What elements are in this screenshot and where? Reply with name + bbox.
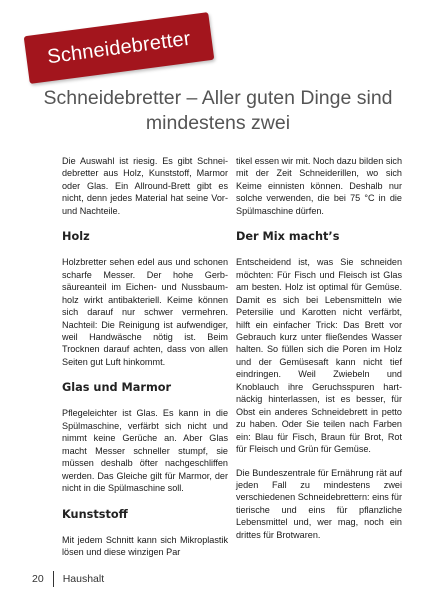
page-footer bbox=[32, 571, 104, 587]
footer-section: Haushalt bbox=[62, 573, 105, 585]
right-column bbox=[236, 155, 402, 541]
heading-kunststoff: Kunststoff bbox=[62, 507, 128, 521]
section-banner-label: Schneidebretter bbox=[46, 27, 192, 68]
left-column bbox=[62, 155, 228, 558]
paragraph-kunststoff-continued: tikel essen wir mit. Noch dazu bilden sich mit der Zeit Schneiderillen, wo sich Keime einnisten können. Deshalb nur solche verwenden, die bei 75 °C in die Spülmaschine dürfen. bbox=[236, 156, 402, 216]
footer-divider bbox=[53, 571, 54, 587]
paragraph-bundeszentrale: Die Bundeszentrale für Ernährung rät auf jeden Fall zu mindestens zwei verschiedenen Schneidebrettern: eins für tierische und eins für pflanzliche Lebensmittel und, wer mag, noch ein drittes für Brotwaren. bbox=[236, 467, 402, 540]
heading-glas-marmor: Glas und Marmor bbox=[62, 381, 172, 395]
article-title: Schneidebretter – Aller guten Dinge sind mindestens zwei bbox=[43, 87, 393, 134]
heading-holz: Holz bbox=[62, 230, 90, 244]
paragraph-mix: Entscheidend ist, was Sie schneiden möchten: Für Fisch und Fleisch ist Glas am besten. Holz ist optimal für Gemüse. Damit es sich bei Lebensmitteln wie Petersilie und Karotten nicht verfärbt, hilft ein einfacher Trick: Das Brett vor Gebrauch kurz unter fließendes Wasser halten. So füllen sich die Poren im Holz und der Gemüsesaft kann nicht tief eindringen. Weil Zwiebeln und Knoblauch ihre Geruchsspuren hartnäckig hinterlassen, ist es besser, für Obst ein anderes Schneidebrett in petto zu haben. Oder Sie teilen nach Farben ein: Blau für Fisch, Braun für Brot, Rot für Fleisch und Grün für Gemüse. bbox=[236, 257, 402, 455]
paragraph-holz: Holzbretter sehen edel aus und schonen scharfe Messer. Der hohe Gerbsäureanteil im Eichen- und Nussbaumholz wirkt antibakteriell. Keime können sich darauf nur schwer vermehren. Nachteil: Die Reinigung ist aufwendiger, weil Handwäsche nötig ist. Beim Trocknen darauf achten, dass von allen Seiten gut Luft hinkommt. bbox=[62, 257, 228, 367]
heading-mix: Der Mix macht’s bbox=[236, 230, 340, 244]
intro-paragraph: Die Auswahl ist riesig. Es gibt Schneidebretter aus Holz, Kunststoff, Marmor oder Glas. Ein Allround-Brett gibt es nicht, denn jedes Material hat seine Vor- und Nachteile. bbox=[62, 156, 228, 216]
paragraph-glas-marmor: Pflegeleichter ist Glas. Es kann in die Spülmaschine, verfärbt sich nicht und nimmt keine Gerüche an. Aber Glas macht Messer schneller stumpf, sie müssen deshalb öfter nachgeschliffen werden. Das Gleiche gilt für Marmor, der nicht in die Spülmaschine soll. bbox=[62, 408, 228, 494]
page-number: 20 bbox=[32, 573, 44, 585]
section-banner bbox=[24, 12, 215, 84]
paragraph-kunststoff: Mit jedem Schnitt kann sich Mikroplastik lösen und diese winzigen Par bbox=[62, 534, 228, 557]
